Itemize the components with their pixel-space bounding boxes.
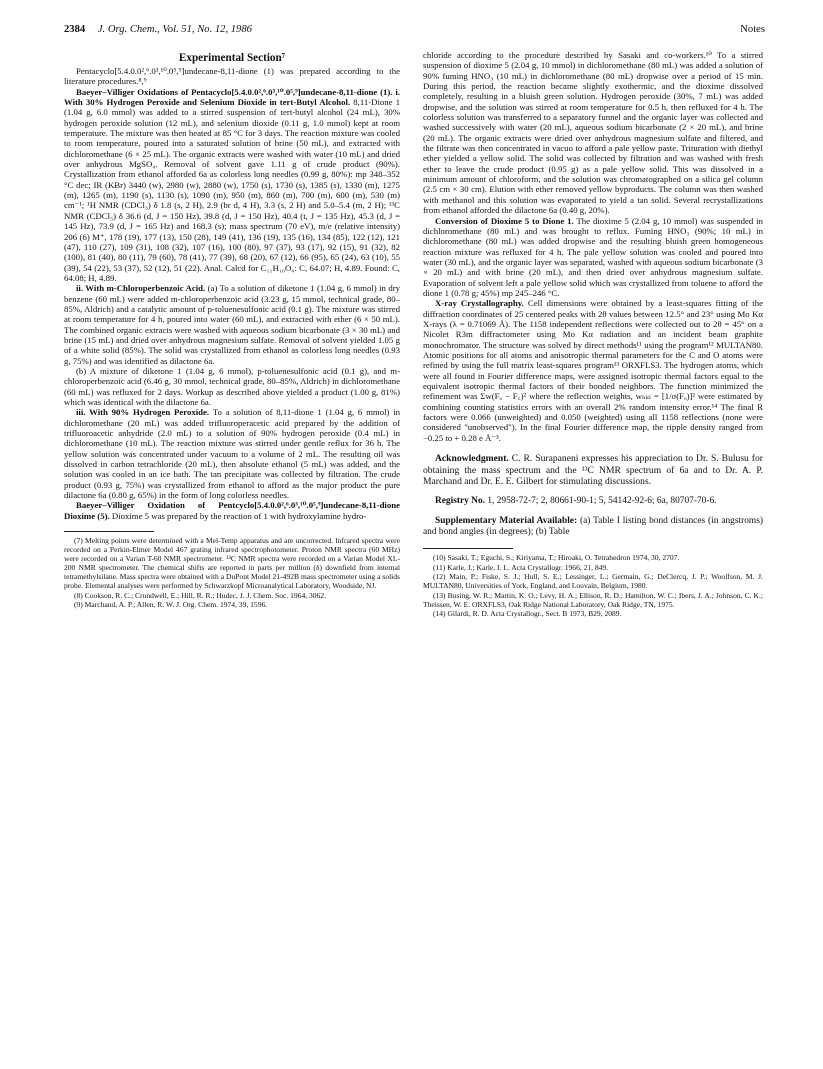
paragraph-continued: chloride according to the procedure described by Sasaki and co-workers.¹⁰ To a stirred suspension of dioxime 5 (2.04 g, 10 mmol) in dichloromethane (80 mL) was added a solution of 90% fuming HNO₃ (10 mL) in dichloromethane (80 mL) dropwise over a period of 15 min. During this period, the reaction became slightly exothermic, and the dioxime dissolved completely, resulting in a bluish green solution. Hydrogen peroxide (30%, 7 mL) was added dropwise, and the solution was stirred at room temperature for 0.5 h, then refluxed for 4 h. The colorless solution was transferred to a separatory funnel and the organic layer was collected and washed successively with water (20 mL), aqueous sodium bicarbonate (2 × 20 mL), and brine (20 mL). The organic extracts were dried over anhydrous magnesium sulfate and filtered, and the filtrate was then concentrated in vacuo to afford a pale yellow paste. Trituration with diethyl ether yielded a yellow solid. The solid was collected by filtration and was washed with fresh ether to leave the crude product (0.95 g) as a pale yellow solid. This was dissolved in a minimum amount of chloroform, and the solution was chromatographed on a silica gel column (2.5 cm × 30 cm). Elution with ether removed yellow byproducts. The column was then washed with methanol and this solution was evaporated to yield a tan solid. Several recrystallizations from ethanol afforded the dilactone 6a (0.40 g, 20%).	[423, 50, 763, 216]
body-xray: Cell dimensions were obtained by a least-squares fitting of the diffraction coordinates of 25 centered peaks with 2θ values between 12.5° and 23° using Mo Kα X-rays (λ = 0.71069 Å). The 1158 independent reflections were collected out to 2θ = 45° on a Nicolet R3m diffractometer using Mo Kα radiation and an incident beam graphite monochromator. The structure was solved by direct methods¹¹ using the program¹² MULTAN80. Atomic positions for all atoms and anisotropic thermal parameters for the C and O atoms were refined by using the full matrix least-squares program¹³ ORXFLS3. The hydrogen atoms, which were all found in Fourier difference maps, were assigned isotropic thermal factors equal to the equivalent isotropic thermal factors of their bonded neighbors. The function minimized the refinement was Σw(Fₒ − F꜀)² where the reflection weights, wₕₖₗ = [1/σ(Fₒ)]² were estimated by combining counting statistics errors with an overall 2% random intensity error.¹⁴ The final R factors were 0.066 (unweighted) and 0.050 (weighted) using all 1158 reflections (none were considered "unobserved"). In the final Fourier difference map, the ripple density ranged from −0.25 to + 0.28 e Å⁻³.	[423, 298, 764, 443]
paragraph-ii	[64, 283, 400, 366]
registry-heading: Registry No.	[435, 496, 485, 507]
subheading-conversion: Conversion of Dioxime 5 to Dione 1.	[435, 215, 574, 226]
body-conversion: The dioxime 5 (2.04 g, 10 mmol) was suspended in dichloromethane (80 mL) and was brought to reflux. Fuming HNO₃ (90%; 10 mL) in dichloromethane (80 mL) was added dropwise and the resulting bluish green homogeneous reaction mixture was refluxed for 4 h. The pale yellow solution was cooled and poured into water (30 mL), and the organic layer was separated, washed with aqueous sodium bicarbonate (3 × 20 mL) and with brine (20 mL), and then dried over anhydrous magnesium sulfate. Evaporation of solvent left a pale yellow solid which was crystallized from toluene to afford the dione 1 (0.78 g; 45%) mp 245–246 °C.	[423, 215, 763, 298]
body-ii: (a) To a solution of diketone 1 (1.04 g, 6 mmol) in dry benzene (60 mL) were added m-chloroperbenzoic acid (3.23 g, 15 mmol, technical grade, 80–85%, Aldrich) and a catalytic amount of p-toluenesulfonic acid (0.1 g). The mixture was stirred at room temperature for 4 h, poured into water (60 mL), and extracted with ether (6 × 50 mL). The combined organic extracts were washed with aqueous sodium bicarbonate (3 × 30 mL) and brine (15 mL) and dried over anhydrous magnesium sulfate. Removal of solvent yielded 1.05 g of a white solid (85%). The solid was crystallized from ethanol as colorless long needles (0.93 g, 75%) and was identified as dilactone 6a.	[64, 283, 400, 366]
footnote-11: (11) Karle, J.; Karle, I. L. Acta Crystallogr. 1966, 21, 849.	[433, 562, 609, 572]
footnote-8: (8) Cookson, R. C.; Crundwell, E.; Hill, R. R.; Hudec, J. J. Chem. Soc. 1964, 3062.	[74, 590, 326, 600]
footnote-rule-right	[423, 548, 513, 549]
section-name: Notes	[740, 24, 765, 35]
body-dioxime: Dioxime 5 was prepared by the reaction of 1 with hydroxylamine hydro-	[111, 510, 367, 521]
left-column	[64, 50, 400, 610]
footnotes-right	[423, 553, 763, 618]
paragraph-conversion	[423, 216, 763, 299]
paragraph-iii	[64, 407, 400, 500]
footnote-14: (14) Gilardi, R. D. Acta Crystallogr., Sect. B 1973, B29, 2089.	[433, 609, 622, 619]
paragraph-prep: Pentacyclo[5.4.0.0²,⁶.0³,¹⁰.0⁵,⁹]undecane-8,11-dione (1) was prepared according to the literature procedures.⁸,⁹	[64, 66, 400, 87]
ack-heading: Acknowledgment.	[435, 453, 509, 465]
supp-heading: Supplementary Material Available:	[435, 515, 578, 526]
paragraph-iib: (b) A mixture of diketone 1 (1.04 g, 6 mmol), p-toluenesulfonic acid (0.1 g), and m-chloroperbenzoic acid (6.46 g, 30 mmol, technical grade, 80–85%, Aldrich) in dichloromethane (60 mL) was refluxed for 2 days. Workup as described above yielded a product (1.00 g, 81%) which was identical with the dilactone 6a.	[64, 365, 400, 407]
subheading-bv: Baeyer–Villiger Oxidations of Pentacyclo[5.4.0.0²,⁶.0³,¹⁰.0⁵,⁹]undecane-8,11-dione (1). i. With 30% Hydrogen Peroxide and Selenium Dioxide in tert-Butyl Alcohol.	[64, 86, 400, 108]
footnote-13: (13) Busing, W. R.; Martin, K. O.; Levy, H. A.; Ellison, R. D.; Hamilton, W. C.; Ibers, J. A.; Johnson, C. K.; Theissen, W. E. ORXFLS3, Oak Ridge National Laboratory, Oak Ridge, TN, 1975.	[423, 590, 763, 609]
footnote-7: (7) Melting points were determined with a Mel-Temp apparatus and are uncorrected. Infrared spectra were recorded on a Perkin-Elmer Model 467 grating infrared spectrophotometer. Proton NMR spectra (60 MHz) were recorded on a Varian T-60 NMR spectrometer. ¹³C NMR spectra were recorded on a Varian Model XL-200 NMR spectrometer. The chemical shifts are reported in parts per million (δ) downfield from internal tetramethylsilane. Mass spectra were obtained with a DuPont Model 21-492B mass spectrometer using a solids probe. Elemental analyses were performed by Schwarzkopf Microanalytical Laboratory, Woodside, NJ.	[64, 536, 400, 591]
registry-numbers	[423, 496, 763, 507]
body-bv: 8,11-Dione 1 (1.04 g, 6.0 mmol) was added to a stirred suspension of tert-butyl alcohol (24 mL), 30% hydrogen peroxide solution (12 mL), and selenium dioxide (0.11 g, 1.0 mmol) kept at room temperature. The mixture was then heated at 85 °C for 3 days. The reaction mixture was cooled to room temperature, poured into a saturated solution of brine (50 mL), and extracted with dichloromethane (6 × 25 mL). The organic extracts were washed with water (10 mL) and dried over anhydrous MgSO₄. Removal of solvent gave 1.11 g of crude product (90%). Crystallization from ethanol afforded 6a as colorless long needles (0.99 g, 80%): mp 348–352 °C dec; IR (KBr) 3440 (w), 2980 (w), 2880 (w), 1750 (s), 1730 (s), 1385 (s), 1330 (m), 1275 (m), 1265 (m), 1190 (s), 1130 (s), 1090 (m), 950 (m), 860 (m), 700 (m), 600 (m), 530 (m) cm⁻¹; ¹H NMR (CDCl₃) δ 1.8 (s, 2 H), 2.9 (br d, 4 H), 3.3 (s, 2 H) and 5.0–5.4 (m, 2 H); ¹³C NMR (CDCl₃) δ 36.6 (d, J = 150 Hz), 39.8 (d, J = 150 Hz), 40.4 (t, J = 135 Hz), 45.3 (d, J = 145 Hz), 73.9 (d, J = 165 Hz) and 168.3 (s); mass spectrum (70 eV), m/e (relative intensity) 206 (6) M⁺, 178 (19), 177 (13), 150 (28), 149 (41), 136 (19), 135 (16), 134 (85), 122 (12), 121 (47), 110 (27), 109 (31), 108 (32), 107 (16), 100 (80), 97 (37), 93 (17), 92 (15), 91 (32), 82 (100), 81 (40), 80 (11), 79 (60), 78 (41), 77 (39), 68 (20), 67 (12), 66 (95), 65 (24), 63 (10), 55 (39), 54 (22), 53 (37), 52 (12), 51 (22). Anal. Calcd for C₁₁H₁₀O₄: C, 64.07; H, 4.89. Found: C, 64.08; H, 4.89.	[64, 97, 400, 283]
section-title: Experimental Section⁷	[178, 52, 286, 64]
header-left	[64, 24, 252, 38]
subheading-xray: X-ray Crystallography.	[435, 298, 524, 309]
supp-body: (a) Table I listing bond distances (in angstroms) and bond angles (in degrees); (b) Table	[423, 515, 763, 537]
subheading-iii: iii. With 90% Hydrogen Peroxide.	[76, 407, 210, 418]
footnote-rule	[64, 531, 154, 532]
paragraph-dioxime	[64, 500, 400, 521]
footnote-10: (10) Sasaki, T.; Eguchi, S.; Kiriyama, T.; Hiroaki, O. Tetrahedron 1974, 30, 2707.	[433, 553, 680, 563]
body-iii: To a solution of 8,11-dione 1 (1.04 g, 6 mmol) in dichloromethane (20 mL) was added trifluoroperacetic acid prepared by the addition of trifluoroacetic anhydride (2.0 mL) to a solution of 90% hydrogen peroxide (0.4 mL) in dichloromethane (10 mL). The reaction mixture was stirred under gentle reflux for 36 h. The yellow solution was concentrated under vacuum to a volume of 2 mL. The resulting oil was dissolved in carbon tetrachloride (20 mL), then absolute ethanol (5 mL) was added, and the solution was cooled in an ice bath. The tan precipitate was collected by filtration. The crude product (0.93 g, 75%) was crystallized from ethanol to afford as the major product the pure dilactone 6a (0.80 g, 65%) in the form of long colorless needles.	[64, 407, 400, 501]
page-number: 2384	[64, 24, 86, 35]
paragraph-bv-i	[64, 87, 400, 284]
acknowledgment	[423, 453, 763, 488]
journal-citation: J. Org. Chem., Vol. 51, No. 12, 1986	[97, 24, 252, 35]
supplementary-material	[423, 516, 763, 539]
right-column	[423, 50, 763, 619]
subheading-ii: ii. With m-Chloroperbenzoic Acid.	[76, 283, 206, 294]
ack-body: C. R. Surapaneni expresses his appreciation to Dr. S. Bulusu for obtaining the mass spectrum and the ¹³C NMR spectrum of 6a and to Dr. A. P. Marchand and Dr. E. E. Gilbert for stimulating discussions.	[423, 453, 763, 488]
registry-body: 1, 2958-72-7; 2, 80661-90-1; 5, 54142-92-6; 6a, 80707-70-6.	[487, 496, 717, 507]
footnote-12: (12) Main, P.; Fiske, S. J.; Hull, S. E.; Lessinger, L.; Germain, G.; DeClercq, J. P.; Woolfson, M. J. MULTAN80, Universities of York, England, and Louvain, Belgium, 1980.	[423, 572, 763, 591]
footnotes-left	[64, 536, 400, 609]
footnote-9: (9) Marchand, A. P.; Allen, R. W. J. Org. Chem. 1974, 39, 1596.	[74, 600, 268, 610]
running-header	[64, 24, 765, 38]
subheading-dioxime: Baeyer–Villiger Oxidation of Pentcyclo[5.4.0.0²,⁶.0³,¹⁰.0⁵,⁹]undecane-8,11-dione Dioxime (5).	[64, 500, 400, 521]
paragraph-xray	[423, 298, 763, 443]
